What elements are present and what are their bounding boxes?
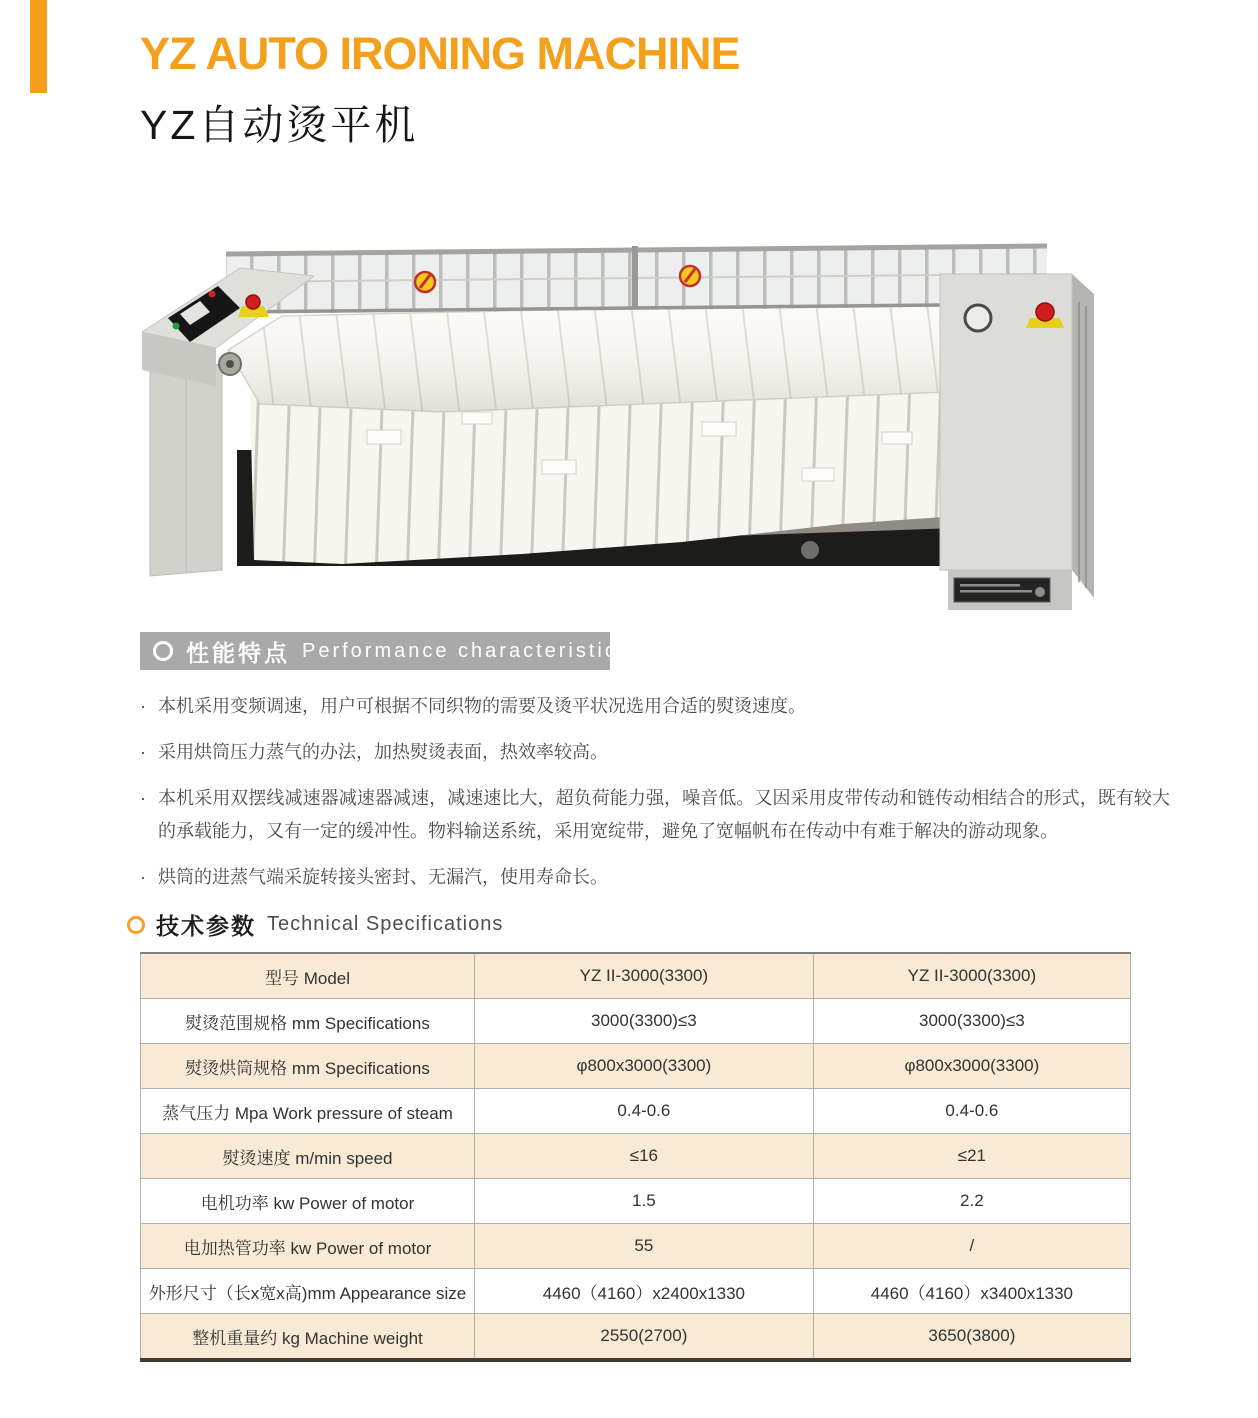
table-row xyxy=(141,999,1131,1044)
spec-value: 55 xyxy=(475,1224,814,1269)
feature-text: 采用烘筒压力蒸气的办法，加热熨烫表面，热效率较高。 xyxy=(158,742,608,762)
table-row xyxy=(141,1224,1131,1269)
spec-label: 蒸气压力 Mpa Work pressure of steam xyxy=(141,1089,475,1134)
technical-specs-header xyxy=(127,908,503,941)
table-row xyxy=(141,1134,1131,1179)
spec-value: 3000(3300)≤3 xyxy=(475,999,814,1044)
right-cabinet xyxy=(940,274,1094,610)
warning-sticker-icon xyxy=(680,266,700,286)
machine-image xyxy=(142,222,1102,617)
spec-value: YZ II-3000(3300) xyxy=(813,953,1130,999)
corner-accent-bar xyxy=(30,0,47,93)
table-row xyxy=(141,1044,1131,1089)
bullet-marker: · xyxy=(140,742,146,762)
feature-text: 本机采用双摆线减速器减速器减速，减速速比大，超负荷能力强，噪音低。又因采用皮带传动和链传动相结合的形式，既有较大的承载能力，又有一定的缓冲性。物料输送系统，采用宽绽带，避免了宽幅帆布在传动中有难于解决的游动现象。 xyxy=(158,788,1170,841)
table-row xyxy=(141,1269,1131,1314)
spec-value: / xyxy=(813,1224,1130,1269)
feature-item xyxy=(140,736,1170,769)
bullet-marker: · xyxy=(140,696,146,716)
feature-text: 烘筒的进蒸气端采旋转接头密封、无漏汽，使用寿命长。 xyxy=(158,867,608,887)
spec-label: 电机功率 kw Power of motor xyxy=(141,1179,475,1224)
table-row xyxy=(141,1314,1131,1361)
table-row xyxy=(141,953,1131,999)
warning-sticker-icon xyxy=(415,272,435,292)
table-row xyxy=(141,1179,1131,1224)
specs-title-zh: 技术参数 xyxy=(156,913,256,939)
spec-value: 4460（4160）x2400x1330 xyxy=(475,1269,814,1314)
spec-value: 2550(2700) xyxy=(475,1314,814,1361)
specifications-table xyxy=(140,952,1131,1362)
table-row xyxy=(141,1089,1131,1134)
spec-label: 电加热管功率 kw Power of motor xyxy=(141,1224,475,1269)
spec-value: 2.2 xyxy=(813,1179,1130,1224)
spec-value: 3000(3300)≤3 xyxy=(813,999,1130,1044)
page-title-chinese: YZ自动烫平机 xyxy=(140,102,419,148)
gauge-icon xyxy=(965,305,991,331)
circle-ring-icon xyxy=(127,916,145,934)
spec-value: 0.4-0.6 xyxy=(813,1089,1130,1134)
feature-item xyxy=(140,690,1170,723)
spec-value: ≤21 xyxy=(813,1134,1130,1179)
specs-title-en: Technical Specifications xyxy=(267,913,504,935)
feature-item xyxy=(140,861,1170,894)
performance-title-zh: 性能特点 xyxy=(186,639,290,666)
spec-label: 型号 Model xyxy=(141,953,475,999)
feature-list xyxy=(140,690,1170,907)
ironing-machine-illustration xyxy=(142,222,1102,617)
spec-value: φ800x3000(3300) xyxy=(475,1044,814,1089)
page-title-english: YZ AUTO IRONING MACHINE xyxy=(140,28,740,79)
spec-value: ≤16 xyxy=(475,1134,814,1179)
spec-label: 熨烫烘筒规格 mm Specifications xyxy=(141,1044,475,1089)
spec-value: 3650(3800) xyxy=(813,1314,1130,1361)
bullet-marker: · xyxy=(140,788,146,808)
feature-item xyxy=(140,782,1170,848)
spec-label: 外形尺寸（长x宽x高)mm Appearance size xyxy=(141,1269,475,1314)
spec-label: 熨烫范围规格 mm Specifications xyxy=(141,999,475,1044)
circle-ring-icon xyxy=(153,641,173,661)
spec-label: 整机重量约 kg Machine weight xyxy=(141,1314,475,1361)
spec-value: 4460（4160）x3400x1330 xyxy=(813,1269,1130,1314)
spec-value: 1.5 xyxy=(475,1179,814,1224)
performance-title-en: Performance characteristics xyxy=(302,639,631,662)
spec-value: 0.4-0.6 xyxy=(475,1089,814,1134)
feature-text: 本机采用变频调速，用户可根据不同织物的需要及烫平状况选用合适的熨烫速度。 xyxy=(158,696,806,716)
spec-label: 熨烫速度 m/min speed xyxy=(141,1134,475,1179)
performance-section-banner xyxy=(140,632,631,670)
spec-value: YZ II-3000(3300) xyxy=(475,953,814,999)
spec-value: φ800x3000(3300) xyxy=(813,1044,1130,1089)
bullet-marker: · xyxy=(140,867,146,887)
